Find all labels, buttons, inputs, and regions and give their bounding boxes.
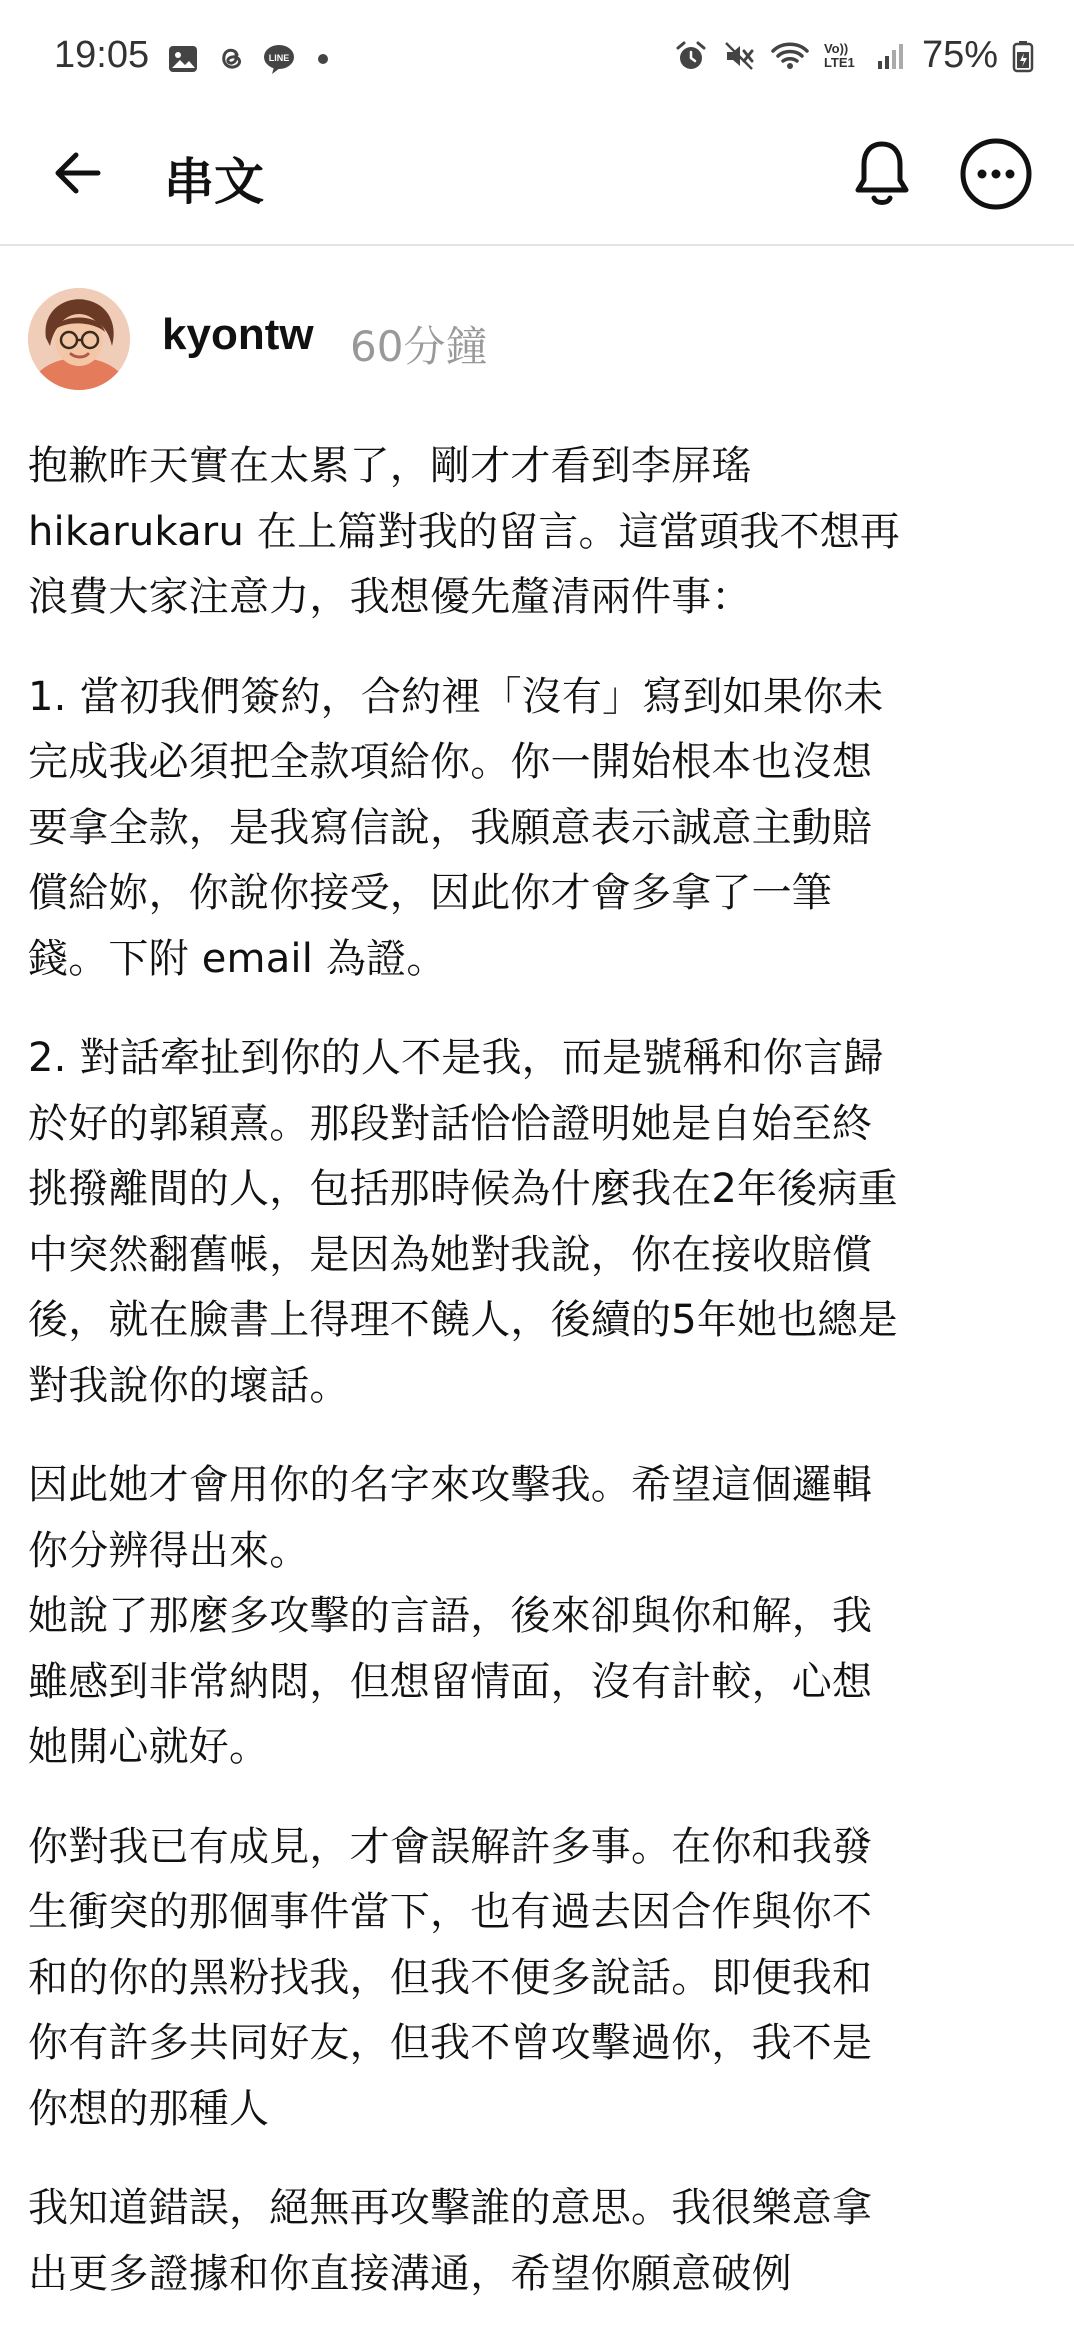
battery-percent: 75% — [921, 34, 998, 76]
status-bar — [0, 0, 1074, 118]
svg-text:LINE: LINE — [268, 53, 290, 63]
bell-icon[interactable] — [848, 136, 916, 212]
avatar-image — [28, 288, 130, 390]
post-body — [28, 434, 1038, 2341]
dot-icon — [316, 52, 330, 66]
header-divider — [0, 244, 1074, 246]
post-paragraph: 1. 當初我們簽約，合約裡「沒有」寫到如果你未 完成我必須把全款項給你。你一開始根本也沒想 要拿全款，是我寫信說，我願意表示誠意主動賠 償給妳，你說你接受，因此你才會多拿了一筆 錢。下附 email 為證。 — [28, 673, 884, 982]
post-paragraph: 我知道錯誤，絕無再攻擊誰的意思。我很樂意拿 出更多證據和你直接溝通，希望你願意破例 — [28, 2185, 873, 2297]
threads-icon — [214, 42, 248, 76]
post-timestamp: 60分鐘 — [350, 322, 488, 371]
volte-icon: Vo)) LTE1 — [823, 40, 855, 70]
alarm-icon — [674, 39, 708, 73]
app-header — [0, 118, 1074, 246]
mute-icon — [722, 39, 756, 73]
signal-icon — [874, 39, 908, 73]
avatar[interactable] — [28, 288, 130, 390]
back-arrow-icon[interactable] — [46, 140, 112, 206]
post-paragraph: 2. 對話牽扯到你的人不是我，而是號稱和你言歸 於好的郭穎熹。那段對話恰恰證明她是自始至終 挑撥離間的人，包括那時候為什麼我在2年後病重 中突然翻舊帳，是因為她對我說，你在接收賠償 後，就在臉書上得理不饒人，後續的5年她也總是 對我說你的壞話。 — [28, 1035, 898, 1409]
gallery-icon — [166, 42, 200, 76]
wifi-icon — [770, 39, 810, 73]
battery-icon — [1012, 39, 1034, 73]
post-paragraph: 因此她才會用你的名字來攻擊我。希望這個邏輯 你分辨得出來。 她說了那麼多攻擊的言語，後來卻與你和解，我 雖感到非常納悶，但想留情面，沒有計較，心想 她開心就好。 — [28, 1462, 873, 1770]
post-paragraph: 你對我已有成見，才會誤解許多事。在你和我發 生衝突的那個事件當下，也有過去因合作與你不 和的你的黑粉找我，但我不便多說話。即便我和 你有許多共同好友，但我不曾攻擊過你，我不是 你想的那種人 — [28, 1823, 873, 2132]
line-icon — [262, 42, 296, 76]
status-time: 19:05 — [54, 34, 150, 76]
post-paragraph: 抱歉昨天實在太累了，剛才才看到李屏瑤 hikarukaru 在上篇對我的留言。這當頭我不想再 浪費大家注意力，我想優先釐清兩件事： — [28, 443, 901, 620]
more-options-icon[interactable] — [958, 136, 1034, 212]
status-system-icons — [674, 34, 1034, 77]
author-username[interactable]: kyontw — [162, 310, 314, 359]
status-notification-icons — [166, 42, 330, 76]
page-title: 串文 — [164, 153, 264, 211]
